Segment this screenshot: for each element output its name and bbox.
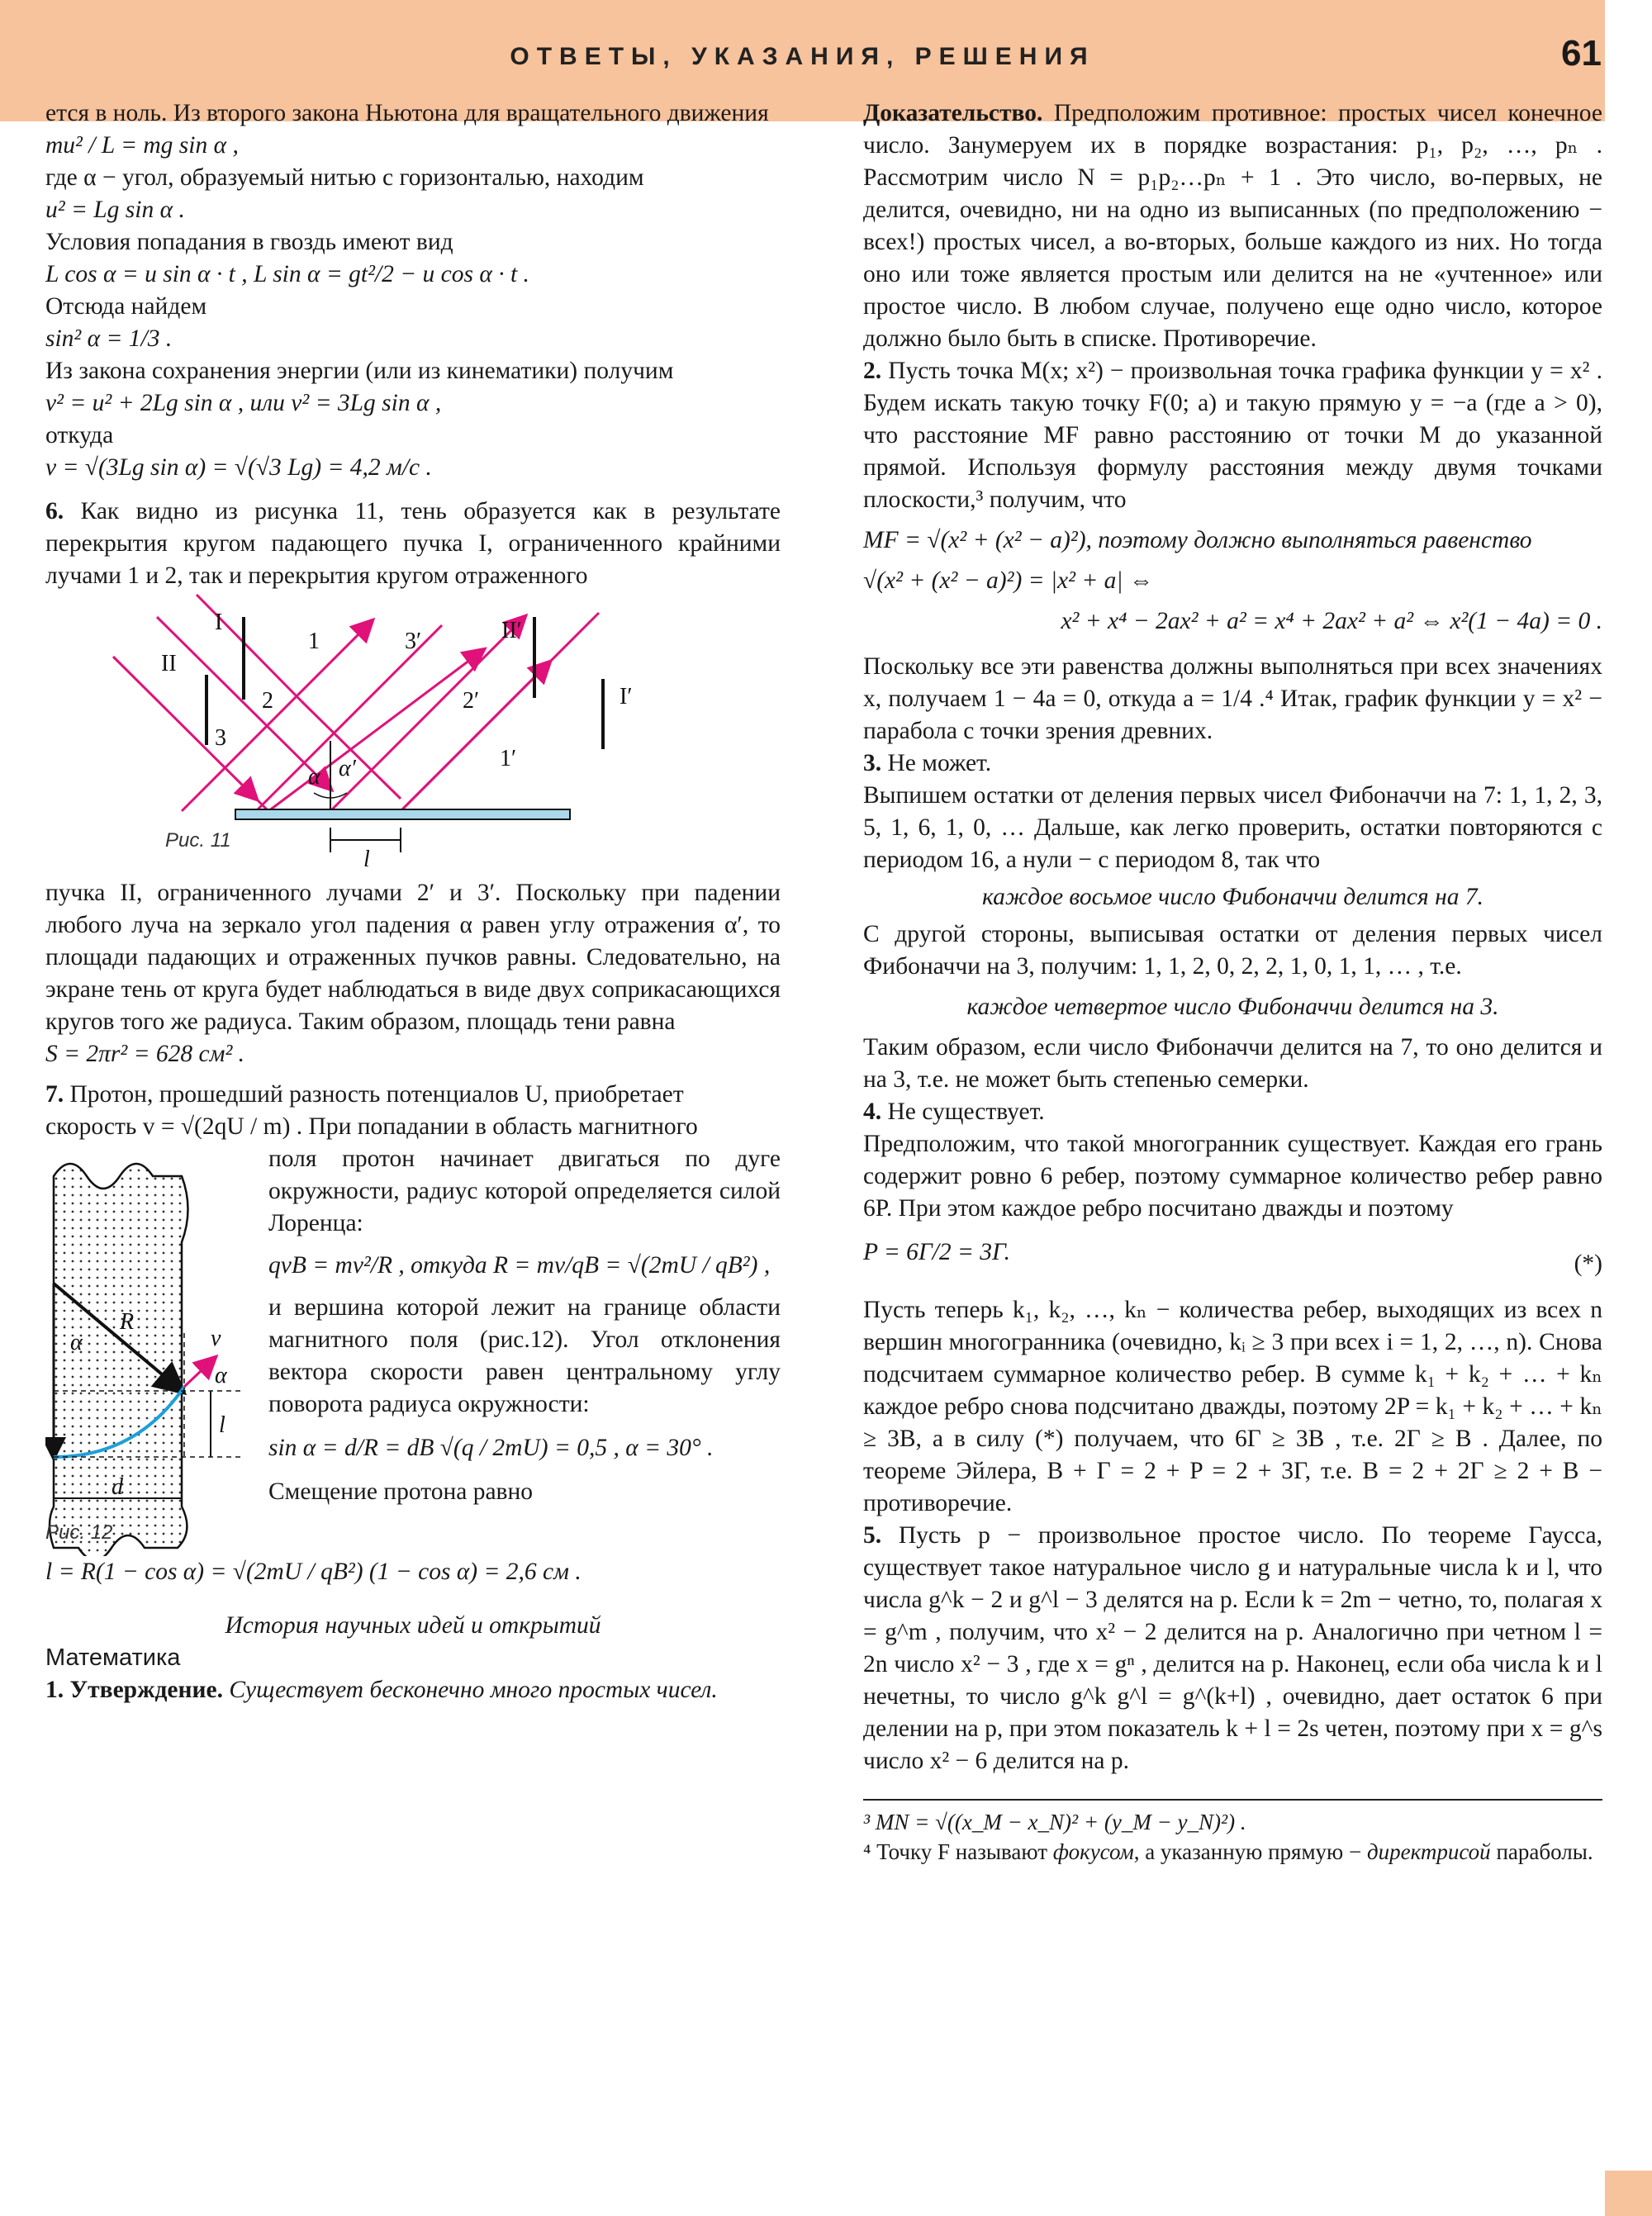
bold-lead: Доказательство. (863, 100, 1043, 126)
fig12-label: α (70, 1330, 83, 1355)
footnote-term: директрисой (1366, 1839, 1491, 1864)
figure-caption: Рис. 11 (165, 829, 231, 852)
left-column (45, 97, 781, 1706)
right-column (863, 97, 1602, 1867)
problem-number: 7. (45, 1081, 64, 1108)
formula: x² + x⁴ − 2ax² + a² = x⁴ + 2ax² + a² ⇔ x²(1 − 4a) = 0 . (1061, 608, 1602, 634)
paragraph-text: Пусть p − произвольное простое число. По теореме Гаусса, существует такое натуральное число g и натуральные числа k и l, что числа g^k − 2 и g^l − 3 делятся на p. Если k = 2m − четно, то, полагая x = g^m , получим, что x² − 2 делится на p. Аналогично при четном l = 2n число x² − 3 , где x = gⁿ , делится на p. Наконец, если оба числа k и l нечетны, то число g^k g^l = g^(k+l) , очевидно, дает остаток 6 при делении на p, при этом показатель k + l = 2s четен, поэтому при x = g^s число x² − 6 делится на p. (863, 1522, 1602, 1774)
fig11-label: α (308, 764, 320, 790)
paragraph: Отсюда найдем (45, 293, 207, 320)
paragraph: откуда (45, 422, 114, 448)
figure-11 (45, 592, 781, 877)
paragraph-text: Предположим противное: простых чисел конечное число. Занумеруем их в порядке возрастания: p₁, p₂, …, pₙ . Рассмотрим число N = p₁p₂…pₙ + 1 . Это число, во-первых, не делится, очевидно, ни на одно из выписанных (по предположению − всех!) простых чисел, а во-вторых, больше каждого из них. Но тогда оно или тоже является простым или делится на не «учтенное» или простое число. В любом случае, получено еще одно число, которое должно было быть в списке. Противоречие. (863, 100, 1602, 352)
equation-tag: (*) (1574, 1250, 1602, 1277)
problem-number: 1. Утверждение. (45, 1677, 223, 1703)
subsection-title: Математика (45, 1644, 181, 1671)
figure-12 (45, 1143, 268, 1556)
formula: l = R(1 − cos α) = √(2mU / qB²) (1 − cos α) = 2,6 см . (45, 1559, 582, 1585)
paragraph-text: Не существует. (881, 1099, 1045, 1125)
fig12-label: l (219, 1412, 225, 1438)
fig12-label: R (120, 1309, 135, 1335)
formula: mu² / L = mg sin α , (45, 132, 239, 159)
paragraph: и вершина которой лежит на границе области магнитного поля (рис.12). Угол отклонения вектора скорости равен центральному углу поворота радиуса окружности: (268, 1294, 781, 1417)
paragraph: Пусть теперь k₁, k₂, …, kₙ − количества ребер, выходящих из всех n вершин многогранника (очевидно, kᵢ ≥ 3 при всех i = 1, 2, …, n). Снова подсчитаем суммарное количество ребер. В сумме k₁ + k₂ + … + kₙ каждое ребро снова подсчитано дважды, поэтому 2P = k₁ + k₂ + … + kₙ ≥ 3B, а в силу (*) получаем, что 6Г ≥ 3B , т.е. 2Г ≥ B . Далее, по теореме Эйлера, B + Г = 2 + P = 2 + 3Г, т.е. B = 2 + 2Г ≥ 2 + B − противоречие. (863, 1297, 1602, 1516)
problem-number: 6. (45, 498, 64, 524)
paragraph: скорость v = √(2qU / m) . При попадании в область магнитного (45, 1113, 698, 1140)
page-number: 61 (1561, 33, 1602, 74)
paragraph: С другой стороны, выписывая остатки от деления первых чисел Фибоначчи на 3, получим: 1, 1, 2, 0, 2, 2, 1, 0, 1, 1, … , т.е. (863, 921, 1602, 980)
footnote-text: параболы. (1490, 1839, 1593, 1864)
formula: √(x² + (x² − a)²) = |x² + a| ⇔ (863, 567, 1154, 594)
problem-number: 3. (863, 750, 882, 776)
fig12-label: d (112, 1474, 123, 1500)
formula: u² = Lg sin α . (45, 197, 185, 223)
paragraph: Выпишем остатки от деления первых чисел Фибоначчи на 7: 1, 1, 2, 3, 5, 1, 6, 1, 0, … Дальше, как легко проверить, остатки повторяются с периодом 16, а нули − с периодом 8, так что (863, 782, 1602, 873)
highlight-statement: каждое четвертое число Фибоначчи делится на 3. (966, 994, 1499, 1020)
fig11-label: I′ (620, 684, 633, 709)
paragraph (863, 355, 1602, 516)
paragraph-text: Как видно из рисунка 11, тень образуется как в результате перекрытия кругом падающего пучка I, ограниченного крайними лучами 1 и 2, так и перекрытия кругом отраженного (45, 498, 781, 589)
footnote (863, 1837, 1602, 1867)
figure-caption: Рис. 12 (45, 1521, 113, 1544)
problem-number: 5. (863, 1522, 882, 1549)
fig11-label: 2 (262, 688, 273, 714)
formula: S = 2πr² = 628 см² . (45, 1041, 245, 1067)
paragraph: Смещение протона равно (268, 1478, 534, 1505)
paragraph: Из закона сохранения энергии (или из кинематики) получим (45, 358, 674, 384)
paragraph: пучка II, ограниченного лучами 2′ и 3′. Поскольку при падении любого луча на зеркало угол падения α равен углу отражения α′, то площади падающих и отраженных пучков равны. Следовательно, на экране тень от круга будет наблюдаться в виде двух соприкасающихся кругов того же радиуса. Таким образом, площадь тени равна (45, 880, 781, 1035)
highlight-statement: каждое восьмое число Фибоначчи делится на 7. (982, 884, 1483, 910)
running-title: ОТВЕТЫ, УКАЗАНИЯ, РЕШЕНИЯ (510, 43, 1095, 70)
footnote-term: фокусом (1052, 1839, 1134, 1864)
paragraph (863, 747, 1602, 780)
fig11-label: I (215, 610, 223, 635)
formula: sin² α = 1/3 . (45, 325, 173, 352)
formula-row (863, 1236, 1602, 1294)
formula: P = 6Г/2 = 3Г. (863, 1239, 1010, 1265)
section-title: История научных идей и открытий (225, 1612, 601, 1639)
paragraph: Таким образом, если число Фибоначчи делится на 7, то оно делится и на 3, т.е. не может быть степенью семерки. (863, 1034, 1602, 1093)
paragraph (863, 97, 1602, 355)
fig11-label: II′ (501, 618, 522, 643)
paragraph-text: Существует бесконечно много простых чисел. (222, 1677, 718, 1703)
fig11-label: II (161, 651, 177, 676)
paragraph: где α − угол, образуемый нитью с горизонталью, находим (45, 164, 644, 191)
paragraph (45, 496, 781, 592)
mirror (235, 809, 570, 819)
incident-rays (113, 595, 401, 811)
paragraph (863, 1096, 1602, 1128)
paragraph-text: Протон, прошедший разность потенциалов U, приобретает (64, 1081, 684, 1108)
paragraph-text: Пусть точка M(x; x²) − произвольная точка графика функции y = x² . Будем искать такую точку F(0; a) и такую прямую y = −a (где a > 0), что расстояние MF равно расстоянию от точки M до указанной прямой. Используя формулу расстояния между двумя точками плоскости,³ получим, что (863, 358, 1602, 513)
footnotes (863, 1799, 1602, 1867)
formula: L cos α = u sin α · t , L sin α = gt²/2 − u cos α · t . (45, 261, 529, 287)
paragraph: Поскольку все эти равенства должны выполняться при всех значениях x, получаем 1 − 4a = 0, откуда a = 1/4 .⁴ Итак, график функции y = x² − парабола с точки зрения древних. (863, 653, 1602, 744)
formula: qvB = mv²/R , откуда R = mv/qB = √(2mU / qB²) , (268, 1252, 771, 1279)
footnote: ³ MN = √((x_M − x_N)² + (y_M − y_N)²) . (863, 1810, 1246, 1834)
footnote-text: ⁴ Точку F называют (863, 1839, 1053, 1864)
fig11-label: 3 (215, 725, 226, 751)
paragraph: Предположим, что такой многогранник существует. Каждая его грань содержит ровно 6 ребер, поэтому суммарное количество ребер равно 6P. При этом каждое ребро посчитано дважды и поэтому (863, 1131, 1602, 1222)
fig11-label: 2′ (463, 688, 480, 714)
paragraph: поля протон начинает двигаться по дуге окружности, радиус которой определяется силой Лоренца: (268, 1146, 781, 1236)
fig11-label: l (363, 847, 370, 872)
fig11-label: 1 (308, 629, 320, 654)
fig11-label: 3′ (405, 629, 422, 654)
footnote-text: , а указанную прямую − (1133, 1839, 1367, 1864)
fig12-label: α (215, 1363, 227, 1388)
formula: v = √(3Lg sin α) = √(√3 Lg) = 4,2 м/с . (45, 454, 432, 481)
problem-number: 4. (863, 1099, 882, 1125)
paragraph (45, 1079, 781, 1111)
problem-number: 2. (863, 358, 882, 384)
fig12-label: v (211, 1326, 221, 1351)
paragraph: Условия попадания в гвоздь имеют вид (45, 229, 453, 255)
paragraph (45, 1674, 781, 1706)
formula: MF = √(x² + (x² − a)²), поэтому должно выполняться равенство (863, 527, 1532, 553)
paragraph (863, 1520, 1602, 1777)
paragraph: ется в ноль. Из второго закона Ньютона для вращательного движения (45, 100, 769, 126)
paragraph-text: Не может. (881, 750, 992, 776)
formula: v² = u² + 2Lg sin α , или v² = 3Lg sin α , (45, 390, 442, 416)
fig11-label: α′ (339, 756, 356, 781)
side-tab (1605, 2171, 1652, 2216)
figure-12-block (45, 1143, 781, 1556)
formula: sin α = d/R = dB √(q / 2mU) = 0,5 , α = 30° . (268, 1435, 714, 1461)
fig11-label: 1′ (500, 746, 517, 771)
